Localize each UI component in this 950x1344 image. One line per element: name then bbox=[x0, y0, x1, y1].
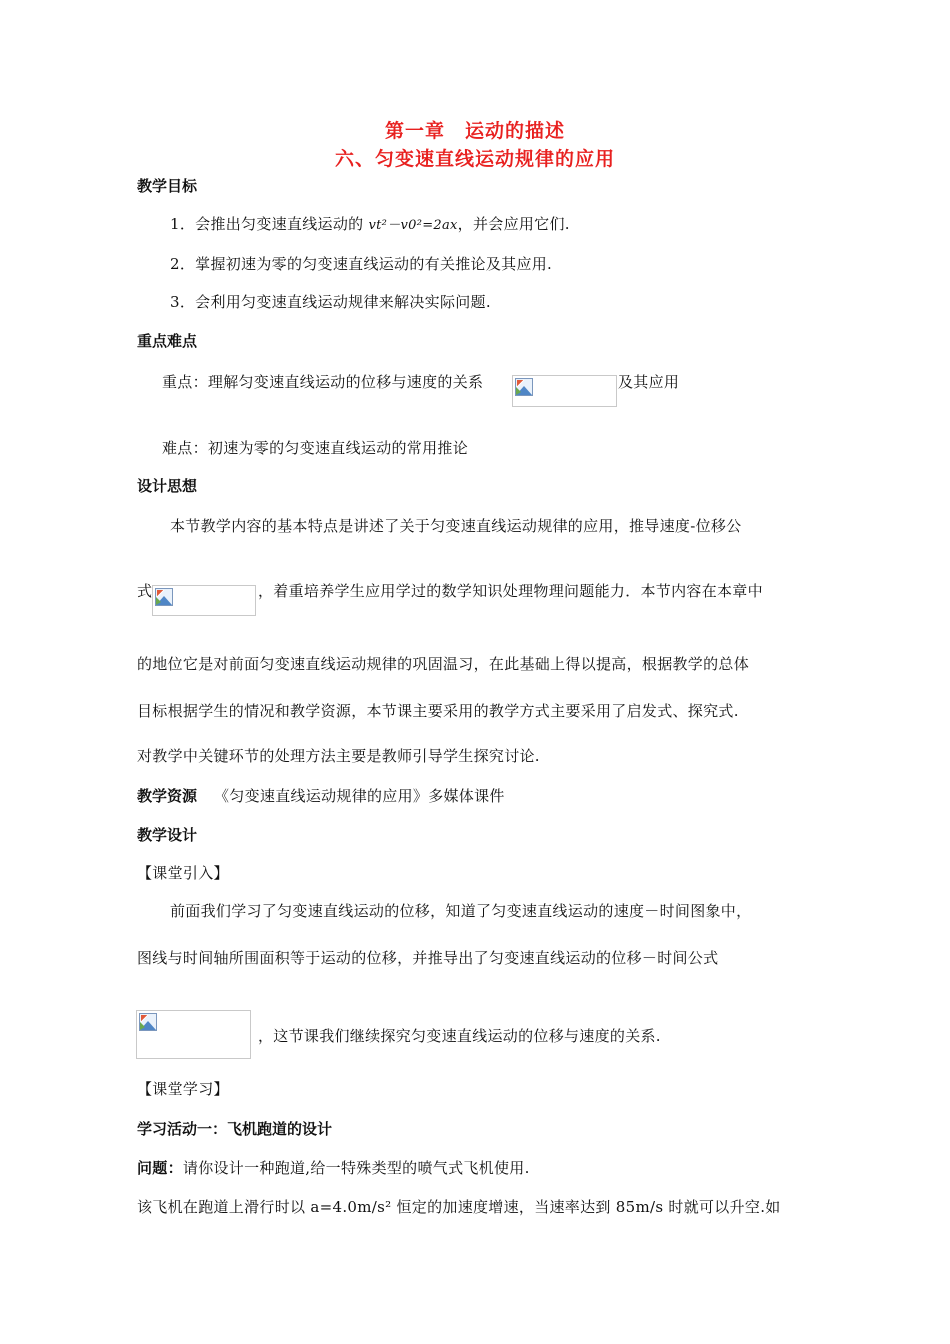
difficulty-point: 难点：初速为零的匀变速直线运动的常用推论 bbox=[162, 439, 469, 457]
problem-line: 该飞机在跑道上滑行时以 a=4.0m/s² 恒定的加速度增速，当速率达到 85m/s 时就可以升空.如 bbox=[137, 1198, 781, 1216]
design-idea-line-1: 本节教学内容的基本特点是讲述了关于匀变速直线运动规律的应用，推导速度-位移公 bbox=[170, 517, 742, 535]
objective-item-1-prefix: 1．会推出匀变速直线运动的 bbox=[170, 215, 369, 233]
design-idea-line-2-prefix: 式 bbox=[137, 582, 153, 600]
formula-image-placeholder bbox=[136, 1010, 251, 1059]
question-text: 请你设计一种跑道,给一特殊类型的喷气式飞机使用. bbox=[182, 1159, 530, 1177]
formula-image-placeholder bbox=[512, 375, 617, 407]
question-label: 问题： bbox=[137, 1159, 183, 1177]
study-label: 【课堂学习】 bbox=[137, 1080, 229, 1098]
objectives-heading: 教学目标 bbox=[137, 177, 198, 195]
chapter-title: 第一章 运动的描述 bbox=[384, 120, 565, 142]
intro-line-2: 图线与时间轴所围面积等于运动的位移，并推导出了匀变速直线运动的位移－时间公式 bbox=[137, 949, 719, 967]
design-idea-line-3: 的地位它是对前面匀变速直线运动规律的巩固温习，在此基础上得以提高，根据教学的总体 bbox=[137, 655, 750, 673]
formula-image-placeholder bbox=[152, 585, 256, 616]
intro-label: 【课堂引入】 bbox=[137, 864, 229, 882]
objective-item-1 bbox=[170, 213, 570, 234]
resources-text: 《匀变速直线运动规律的应用》多媒体课件 bbox=[214, 787, 505, 805]
intro-line-1: 前面我们学习了匀变速直线运动的位移，知道了匀变速直线运动的速度－时间图象中， bbox=[170, 902, 752, 920]
design-heading: 教学设计 bbox=[137, 826, 198, 844]
broken-image-icon bbox=[515, 378, 533, 396]
design-idea-line-5: 对教学中关键环节的处理方法主要是教师引导学生探究讨论. bbox=[137, 747, 540, 765]
design-idea-line-4: 目标根据学生的情况和教学资源，本节课主要采用的教学方式主要采用了启发式、探究式. bbox=[137, 702, 739, 720]
question-line bbox=[137, 1157, 530, 1178]
resources-heading: 教学资源 bbox=[137, 787, 198, 805]
design-idea-heading: 设计思想 bbox=[137, 477, 198, 495]
key-point-suffix: 及其应用 bbox=[618, 373, 680, 391]
broken-image-icon bbox=[155, 588, 173, 606]
activity-heading: 学习活动一：飞机跑道的设计 bbox=[137, 1120, 333, 1138]
key-point-prefix: 重点：理解匀变速直线运动的位移与速度的关系 bbox=[162, 373, 484, 391]
keypoints-heading: 重点难点 bbox=[137, 332, 198, 350]
objective-item-3: 3．会利用匀变速直线运动规律来解决实际问题. bbox=[170, 293, 491, 311]
intro-line-3: ，这节课我们继续探究匀变速直线运动的位移与速度的关系. bbox=[258, 1027, 661, 1045]
broken-image-icon bbox=[139, 1013, 157, 1031]
design-idea-line-2-suffix: ，着重培养学生应用学过的数学知识处理物理问题能力．本节内容在本章中 bbox=[258, 582, 763, 600]
objective-item-1-formula: vt²－v0²=2ax bbox=[368, 218, 458, 233]
objective-item-2: 2．掌握初速为零的匀变速直线运动的有关推论及其应用. bbox=[170, 255, 553, 273]
section-title: 六、匀变速直线运动规律的应用 bbox=[334, 148, 615, 170]
objective-item-1-suffix: ，并会应用它们. bbox=[457, 215, 570, 233]
